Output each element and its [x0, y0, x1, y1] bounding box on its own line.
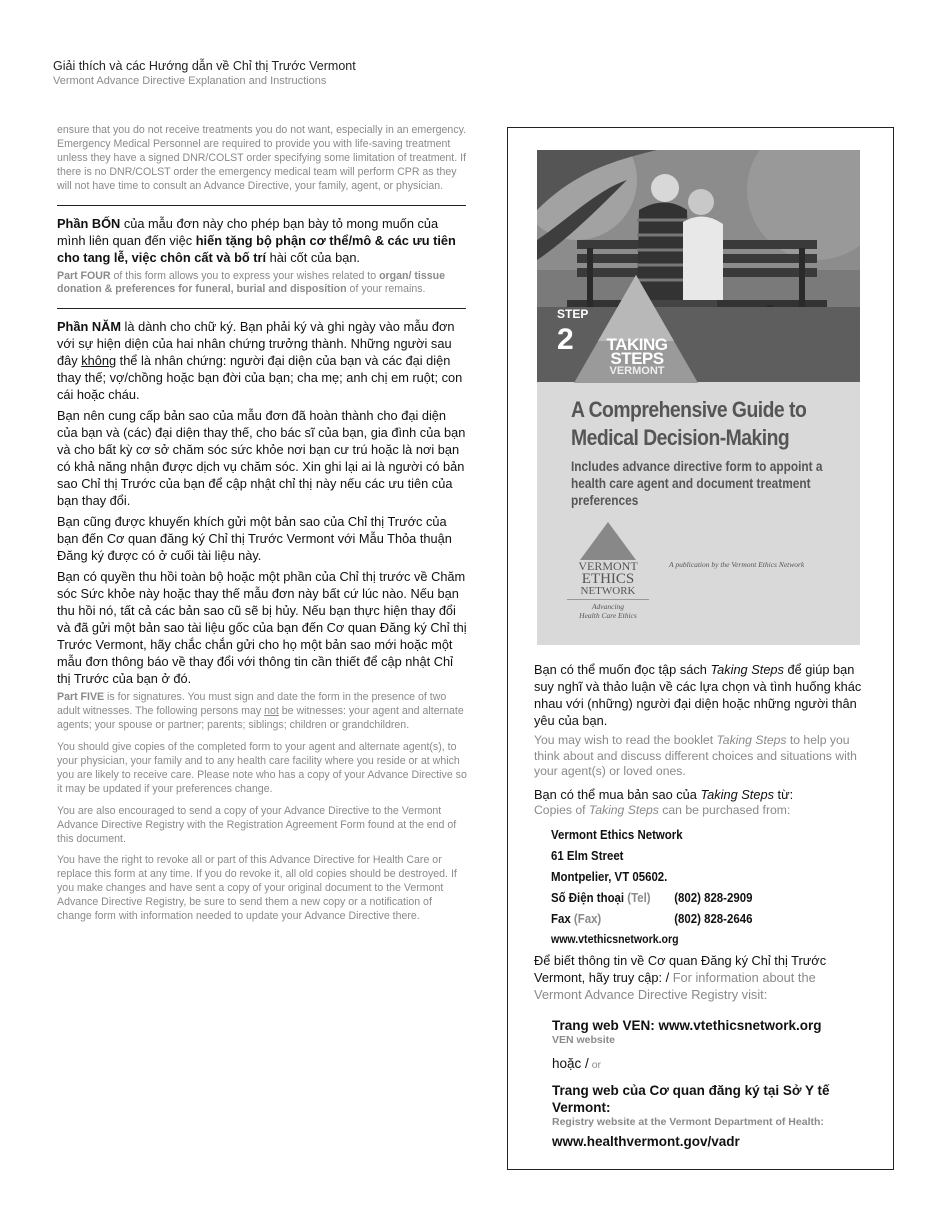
publication-note: A publication by the Vermont Ethics Network	[669, 560, 805, 569]
website-link[interactable]: www.vtethicsnetwork.org	[551, 932, 679, 946]
vermont-ethics-network-logo: VERMONT ETHICS NETWORK Advancing Health Care Ethics	[567, 522, 649, 620]
copies-en: You should give copies of the completed form to your agent and alternate agent(s), to your physician, your family and to any health care facility where you reside or at which you are likely to receive care. Please note who has a copy of your Advance Directive so it may be updated if your preferences change.	[57, 741, 467, 795]
org-name: Vermont Ethics Network	[551, 827, 683, 842]
cover-taking-steps: TAKING STEPS	[606, 335, 668, 368]
cover-subtitle: Includes advance directive form to appoint a health care agent and document treatment preferences	[571, 459, 823, 508]
intro-en: ensure that you do not receive treatments you do not want, especially in an emergency. Emergency Medical Personnel are required to provide you with life-saving treatment unless they have a signed DNR/COLST order specifying some limitation of treatment. If there is no DNR/COLST order the emergency medical team will perform CPR as they will not have time to consult an Advance Directive, your family, agent, or physician.	[57, 124, 467, 192]
registry-info: Để biết thông tin về Cơ quan Đăng ký Chỉ thị Trước Vermont, hãy truy cập: / For information about the Vermont Advance Directive Registry visit:	[534, 953, 827, 1002]
contact-block	[551, 824, 826, 950]
divider	[57, 205, 466, 206]
right-column	[534, 661, 864, 1150]
registry-vi: Bạn cũng được khuyến khích gửi một bản sao của Chỉ thị Trước của bạn đến Cơ quan đăng ký Chỉ thị Trước Vermont với Mẫu Thỏa thuận Đăng ký được có ở cuối tài liệu này.	[57, 514, 452, 564]
part-four-vi: Phần BỐN của mẫu đơn này cho phép bạn bày tỏ mong muốn của mình liên quan đến việc hiến tặng bộ phận cơ thể/mô & các ưu tiên cho tang lễ, việc chôn cất và bố trí hài cốt của bạn.	[57, 215, 456, 265]
street-address: 61 Elm Street	[551, 848, 624, 863]
divider	[57, 308, 466, 309]
registry-en: You are also encouraged to send a copy of your Advance Directive to the Vermont Advance Directive Registry with the Registration Agreement Form found at the end of this document.	[57, 804, 457, 845]
page-header	[53, 59, 356, 88]
logo-triangle-icon	[580, 522, 636, 560]
revoke-vi: Bạn có quyền thu hồi toàn bộ hoặc một phần của Chỉ thị trước về Chăm sóc Sức khỏe này hoặc thay thế mẫu đơn này bất cứ lúc nào. Nếu bạn thu hồi nó, tất cả các bản sao cũ sẽ bị hủy. Nếu bạn thực hiện thay đổi và đã gửi một bản sao tài liệu gốc của bạn đến Cơ quan Đăng ký Chỉ thị Trước Vermont, hãy chắc chắn gửi cho họ một bản sao mới hoặc một mẫu đơn thông báo về thay đổi với thông tin cần thiết để cập nhật Chỉ thị Trước của bạn ở đó.	[57, 569, 467, 687]
copies-vi: Bạn nên cung cấp bản sao của mẫu đơn đã hoàn thành cho đại diện của bạn và (các) đại diện thay thế, cho bác sĩ của bạn, gia đình của bạn và cho bất kỳ cơ sở chăm sóc sức khỏe nơi bạn cư trú hoặc là nơi bạn có khả năng nhận được dịch vụ chăm sóc. Xin ghi lại ai là người có bản sao Chỉ thị Trước của bạn để cập nhật chỉ thị này nếu các ưu tiên của bạn thay đổi.	[57, 408, 466, 509]
booklet-cover	[537, 150, 860, 645]
revoke-en: You have the right to revoke all or part of this Advance Directive for Health Care or replace this form at any time. If you do revoke it, all old copies should be destroyed. If you make changes and have sent a copy of your original document to the Vermont Advance Directive Registry, be sure to send them a new copy or a notification of change form with information needed to update your Advance Directive there.	[57, 854, 457, 923]
phone-number: (802) 828-2909	[674, 890, 753, 905]
header-title-vi: Giải thích và các Hướng dẫn về Chỉ thị Trước Vermont	[53, 59, 356, 73]
read-booklet-vi: Bạn có thể muốn đọc tập sách Taking Steps để giúp bạn suy nghĩ và thảo luận về các lựa chọn và tình huống khác nhau với (những) người đại diện hoặc những người thân yêu của bạn.	[534, 662, 862, 728]
cover-vermont: VERMONT	[609, 365, 665, 377]
read-booklet-en: You may wish to read the booklet Taking Steps to help you think about and discuss different choices and situations with your agent(s) or loved ones.	[534, 733, 857, 778]
part-five-en: Part FIVE is for signatures. You must sign and date the form in the presence of two adult witnesses. The following persons may not be witnesses: your agent and alternate agents; your spouse or partner; parents; siblings; children or grandchildren.	[57, 691, 464, 732]
cover-step-label: STEP	[557, 307, 589, 321]
city-address: Montpelier, VT 05602.	[551, 869, 668, 884]
registry-website: Trang web của Cơ quan đăng ký tại Sở Y tế Vermont: Registry website at the Vermont Department of Health: www.healthvermont.gov/vadr	[552, 1082, 864, 1150]
buy-copies-vi: Bạn có thể mua bản sao của Taking Steps từ:	[534, 786, 794, 802]
phone-row: Số Điện thoại (Tel) (802) 828-2909	[551, 887, 826, 908]
ven-website-link[interactable]: Trang web VEN: www.vtethicsnetwork.org	[552, 1018, 822, 1033]
fax-row: Fax (Fax) (802) 828-2646	[551, 908, 826, 929]
or-separator: hoặc / or	[552, 1056, 602, 1071]
registry-website-link[interactable]: www.healthvermont.gov/vadr	[552, 1134, 740, 1149]
fax-number: (802) 828-2646	[674, 911, 753, 926]
cover-title: A Comprehensive Guide to Medical Decision-Making	[571, 397, 807, 450]
ven-website: Trang web VEN: www.vtethicsnetwork.org VEN website	[552, 1017, 864, 1047]
part-five-vi: Phần NĂM là dành cho chữ ký. Bạn phải ký và ghi ngày vào mẫu đơn với sự hiện diện của hai nhân chứng trưởng thành. Những người sau đây không thể là nhân chứng: người đại diện của bạn và các đại diện thay thế; vợ/chồng hoặc bạn đời của bạn; cha mẹ; anh chị em ruột; con cái hoặc cháu.	[57, 319, 463, 403]
left-column	[57, 124, 467, 924]
header-title-en: Vermont Advance Directive Explanation and Instructions	[53, 75, 327, 87]
buy-copies-en: Copies of Taking Steps can be purchased from:	[534, 802, 791, 817]
cover-step-number: 2	[557, 323, 574, 356]
part-four-en: Part FOUR of this form allows you to express your wishes related to organ/ tissue donation & preferences for funeral, burial and disposition of your remains.	[57, 269, 446, 296]
